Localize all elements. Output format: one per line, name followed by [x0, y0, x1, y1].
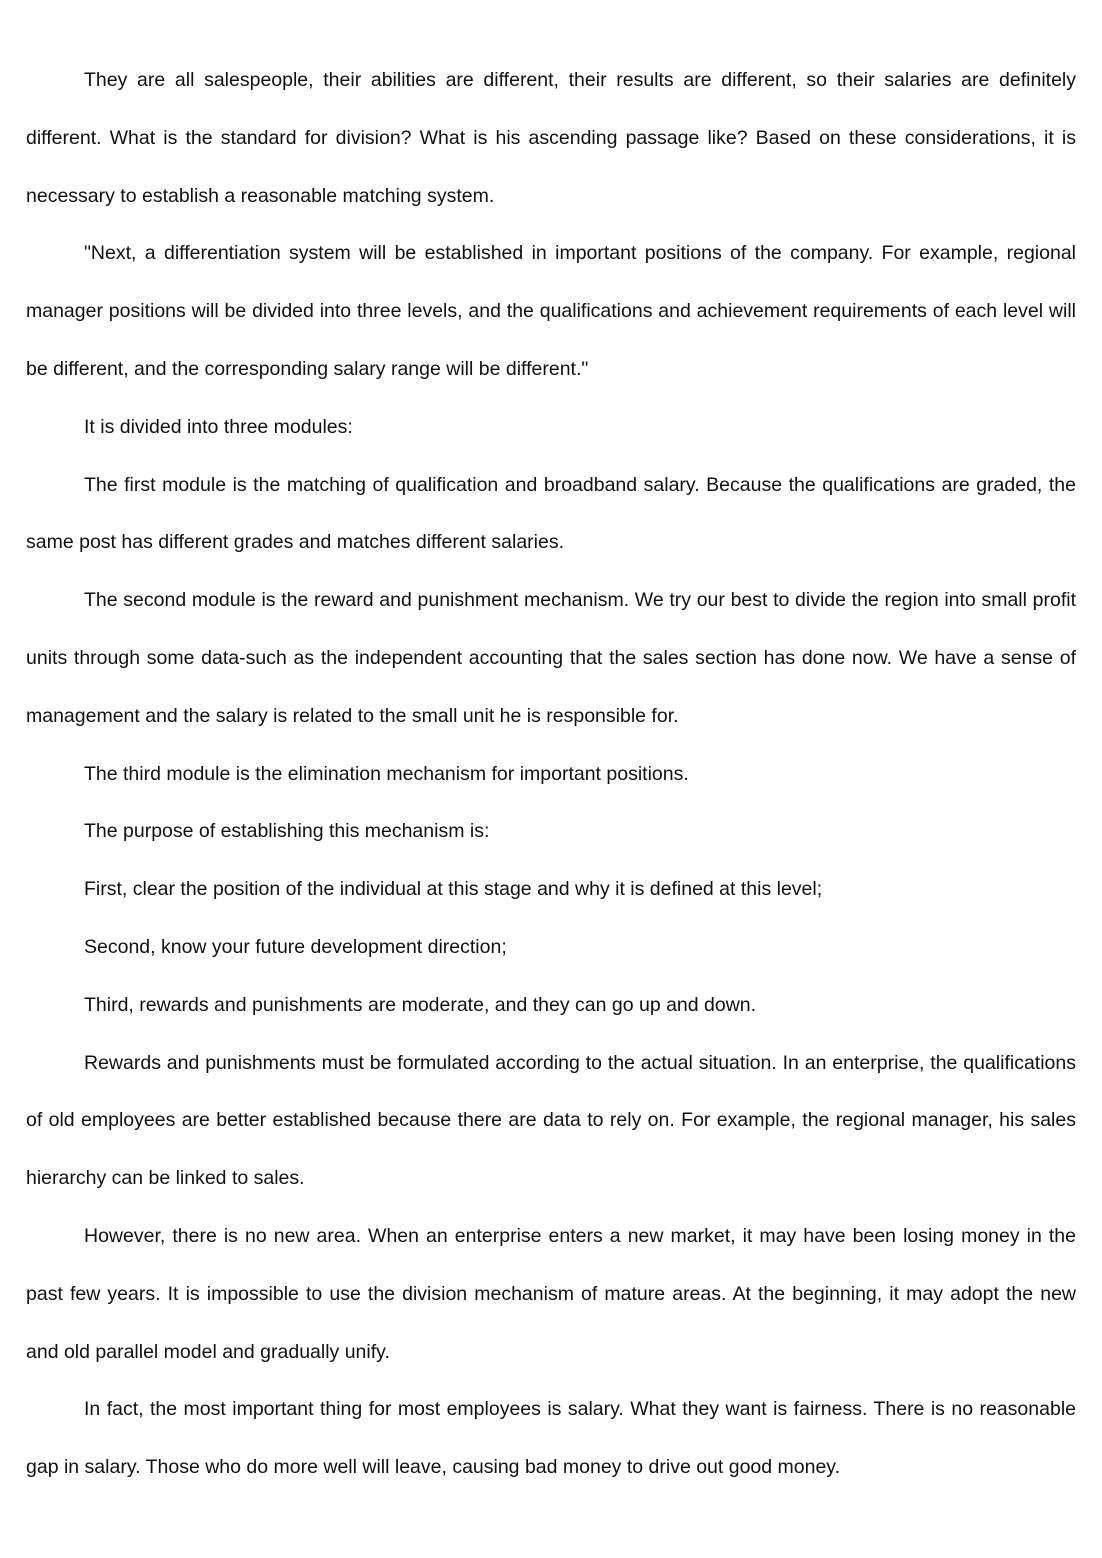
paragraph-salespeople-salaries: They are all salespeople, their abilities are different, their results are different, so their salaries are definitely different. What is the standard for division? What is his ascending passage like? Based on these considerations, it is necessary to establish a reasonable matching system.	[26, 69, 1076, 207]
paragraph-purpose: The purpose of establishing this mechanism is:	[84, 820, 490, 843]
paragraph-second-purpose: Second, know your future development direction;	[84, 935, 507, 958]
document-body	[26, 52, 1076, 1497]
paragraph-new-area: However, there is no new area. When an enterprise enters a new market, it may have been losing money in the past few years. It is impossible to use the division mechanism of mature areas. At the beginning, it may adopt the new and old parallel model and gradually unify.	[26, 1224, 1076, 1363]
paragraph-second-module: The second module is the reward and punishment mechanism. We try our best to divide the region into small profit units through some data-such as the independent accounting that the sales section has done now. We have a sense of management and the salary is related to the small unit he is responsible for.	[26, 589, 1076, 727]
paragraph-third-purpose: Third, rewards and punishments are moderate, and they can go up and down.	[84, 993, 757, 1016]
paragraph-differentiation-system: "Next, a differentiation system will be established in important positions of the company. For example, regional manager positions will be divided into three levels, and the qualifications and achievement requirements of each level will be different, and the corresponding salary range will be different."	[26, 242, 1076, 380]
paragraph-rewards-punishments: Rewards and punishments must be formulated according to the actual situation. In an enterprise, the qualifications of old employees are better established because there are data to rely on. For example, the regional manager, his sales hierarchy can be linked to sales.	[26, 1051, 1076, 1190]
paragraph-first-purpose: First, clear the position of the individual at this stage and why it is defined at this level;	[84, 878, 823, 901]
paragraph-three-modules: It is divided into three modules:	[84, 415, 353, 438]
paragraph-third-module: The third module is the elimination mechanism for important positions.	[84, 762, 689, 785]
paragraph-salary-fairness: In fact, the most important thing for most employees is salary. What they want is fairness. There is no reasonable gap in salary. Those who do more well will leave, causing bad money to drive out good money.	[26, 1398, 1076, 1479]
paragraph-first-module: The first module is the matching of qualification and broadband salary. Because the qualifications are graded, the same post has different grades and matches different salaries.	[26, 473, 1076, 554]
